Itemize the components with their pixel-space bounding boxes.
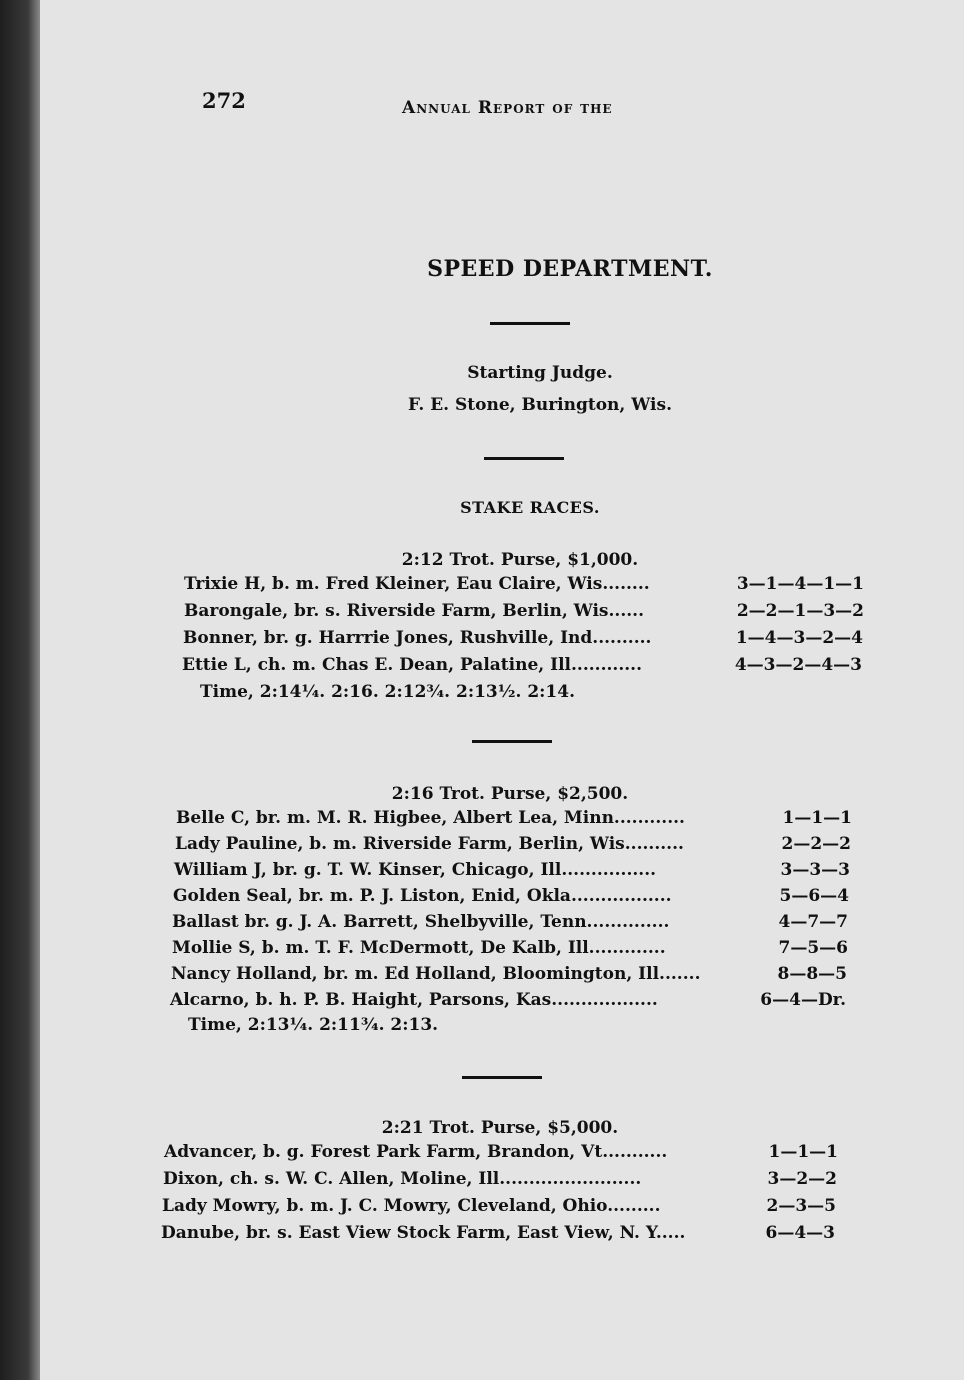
entry-result: 3—3—3 (780, 860, 850, 880)
divider-rule (490, 322, 570, 325)
entry-result: 1—1—1 (768, 1142, 838, 1162)
entry-result: 5—6—4 (779, 886, 849, 906)
department-title: SPEED DEPARTMENT. (427, 256, 713, 282)
divider-rule (472, 740, 552, 743)
race-title: 2:12 Trot. Purse, $1,000. (401, 550, 639, 570)
entry-text: Barongale, br. s. Riverside Farm, Berlin, Wis...... (184, 601, 644, 621)
entry-text: Trixie H, b. m. Fred Kleiner, Eau Claire, Wis........ (184, 574, 650, 594)
entry-result: 2—3—5 (766, 1196, 836, 1216)
page-number: 272 (202, 88, 246, 113)
entry-text: Lady Pauline, b. m. Riverside Farm, Berlin, Wis.......... (175, 834, 684, 854)
entry-text: Danube, br. s. East View Stock Farm, East View, N. Y..... (161, 1223, 686, 1243)
entry-text: Bonner, br. g. Harrrie Jones, Rushville, Ind.......... (183, 628, 652, 648)
race-time: Time, 2:13¼. 2:11¾. 2:13. (188, 1015, 439, 1035)
book-spine-shadow (0, 0, 40, 1380)
race-time: Time, 2:14¼. 2:16. 2:12¾. 2:13½. 2:14. (200, 682, 576, 702)
entry-text: William J, br. g. T. W. Kinser, Chicago, Ill................ (174, 860, 657, 880)
entry-result: 2—2—2 (781, 834, 851, 854)
entry-result: 1—4—3—2—4 (735, 628, 863, 648)
entry-text: Mollie S, b. m. T. F. McDermott, De Kalb, Ill............. (172, 938, 666, 958)
entry-text: Alcarno, b. h. P. B. Haight, Parsons, Kas.................. (170, 990, 658, 1010)
entry-text: Lady Mowry, b. m. J. C. Mowry, Cleveland, Ohio......... (162, 1196, 661, 1216)
document-page (40, 0, 964, 1380)
running-title: Annual Report of the (402, 98, 613, 118)
entry-text: Belle C, br. m. M. R. Higbee, Albert Lea, Minn............ (176, 808, 685, 828)
entry-result: 3—1—4—1—1 (736, 574, 864, 594)
race-title: 2:21 Trot. Purse, $5,000. (381, 1118, 619, 1138)
divider-rule (462, 1076, 542, 1079)
entry-result: 6—4—Dr. (760, 990, 846, 1010)
divider-rule (484, 457, 564, 460)
entry-result: 7—5—6 (778, 938, 848, 958)
entry-text: Golden Seal, br. m. P. J. Liston, Enid, Okla................. (173, 886, 672, 906)
entry-result: 4—7—7 (778, 912, 848, 932)
entry-text: Advancer, b. g. Forest Park Farm, Brandon, Vt........... (164, 1142, 668, 1162)
entry-text: Dixon, ch. s. W. C. Allen, Moline, Ill........................ (163, 1169, 642, 1189)
starting-judge-heading: Starting Judge. (467, 363, 613, 383)
stake-races-heading: STAKE RACES. (460, 498, 600, 517)
entry-text: Ballast br. g. J. A. Barrett, Shelbyville, Tenn.............. (172, 912, 670, 932)
entry-result: 2—2—1—3—2 (736, 601, 864, 621)
entry-result: 1—1—1 (782, 808, 852, 828)
entry-result: 3—2—2 (767, 1169, 837, 1189)
entry-result: 8—8—5 (777, 964, 847, 984)
starting-judge-name: F. E. Stone, Burington, Wis. (408, 395, 672, 415)
entry-text: Nancy Holland, br. m. Ed Holland, Bloomington, Ill....... (171, 964, 701, 984)
entry-result: 4—3—2—4—3 (734, 655, 862, 675)
entry-text: Ettie L, ch. m. Chas E. Dean, Palatine, Ill............ (182, 655, 643, 675)
entry-result: 6—4—3 (765, 1223, 835, 1243)
race-title: 2:16 Trot. Purse, $2,500. (391, 784, 629, 804)
